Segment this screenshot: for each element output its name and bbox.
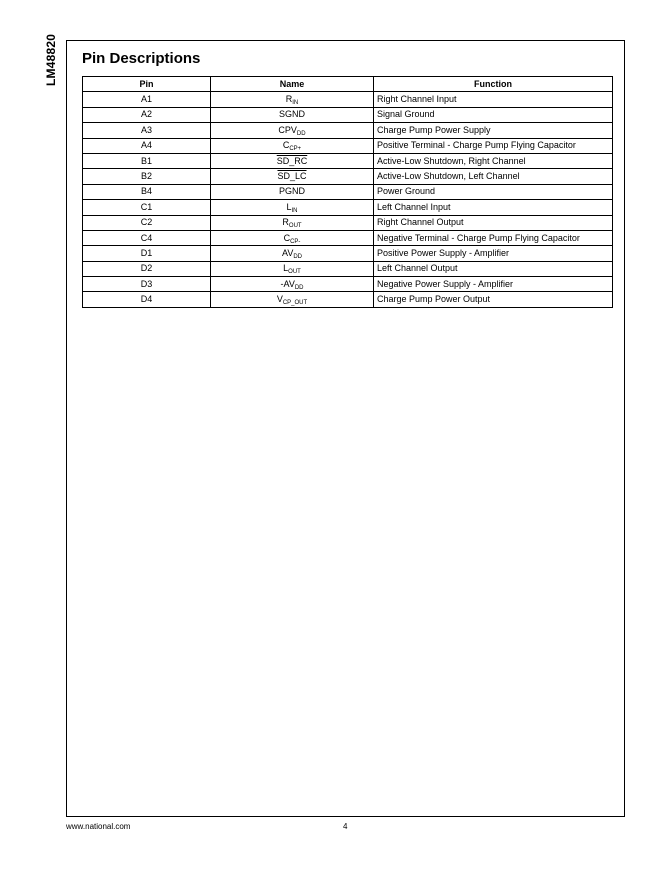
- signal-name: C: [283, 232, 291, 243]
- signal-subscript: IN: [291, 207, 298, 214]
- signal-subscript: CP+: [289, 146, 302, 153]
- table-row: [83, 153, 613, 168]
- name-cell: [211, 200, 374, 215]
- pin-cell: C4: [83, 230, 211, 245]
- table-row: [83, 261, 613, 276]
- function-cell: Left Channel Output: [374, 261, 613, 276]
- signal-name: -AV: [280, 278, 295, 289]
- pin-cell: D1: [83, 246, 211, 261]
- footer-page-number: 4: [343, 822, 348, 831]
- table-row: [83, 292, 613, 307]
- function-cell: Signal Ground: [374, 107, 613, 122]
- signal-name: PGND: [278, 186, 305, 197]
- pin-cell: C2: [83, 215, 211, 230]
- table-header-row: [83, 77, 613, 92]
- function-cell: Power Ground: [374, 184, 613, 199]
- table-row: [83, 184, 613, 199]
- function-cell: Positive Terminal - Charge Pump Flying Capacitor: [374, 138, 613, 153]
- footer-website: www.national.com: [66, 822, 131, 831]
- table-row: [83, 277, 613, 292]
- name-cell: [211, 169, 374, 184]
- signal-subscript: OUT: [288, 223, 302, 230]
- signal-name: C: [282, 140, 290, 151]
- pin-cell: A1: [83, 92, 211, 107]
- pin-descriptions-table: [82, 76, 613, 308]
- signal-name: V: [276, 294, 283, 305]
- section-title: Pin Descriptions: [82, 50, 201, 67]
- pin-cell: B4: [83, 184, 211, 199]
- name-cell: [211, 215, 374, 230]
- pin-cell: A3: [83, 123, 211, 138]
- name-cell: [211, 138, 374, 153]
- signal-name: SD_RC: [276, 155, 308, 166]
- signal-name: CPV: [278, 124, 297, 135]
- signal-name: L: [286, 201, 292, 212]
- signal-subscript: DD: [294, 284, 304, 291]
- name-cell: [211, 261, 374, 276]
- name-cell: [211, 230, 374, 245]
- signal-subscript: CP-: [290, 238, 301, 245]
- name-cell: [211, 246, 374, 261]
- pin-cell: A4: [83, 138, 211, 153]
- signal-name: SD_LC: [277, 171, 307, 182]
- signal-name: R: [285, 94, 293, 105]
- pin-cell: D2: [83, 261, 211, 276]
- signal-name: R: [282, 217, 289, 228]
- pin-rows: [83, 92, 613, 307]
- signal-subscript: IN: [292, 100, 299, 107]
- name-cell: [211, 123, 374, 138]
- table-row: [83, 107, 613, 122]
- function-cell: Negative Terminal - Charge Pump Flying Capacitor: [374, 230, 613, 245]
- function-cell: Active-Low Shutdown, Left Channel: [374, 169, 613, 184]
- signal-subscript: DD: [293, 253, 302, 260]
- function-cell: Right Channel Input: [374, 92, 613, 107]
- pin-cell: D3: [83, 277, 211, 292]
- pin-cell: C1: [83, 200, 211, 215]
- part-number-label: LM48820: [44, 33, 58, 86]
- function-cell: Right Channel Output: [374, 215, 613, 230]
- table-row: [83, 215, 613, 230]
- table-row: [83, 246, 613, 261]
- function-cell: Active-Low Shutdown, Right Channel: [374, 153, 613, 168]
- pin-cell: B2: [83, 169, 211, 184]
- table-row: [83, 123, 613, 138]
- header-function: Function: [374, 77, 613, 92]
- function-cell: Charge Pump Power Supply: [374, 123, 613, 138]
- signal-subscript: DD: [296, 130, 306, 137]
- pin-cell: A2: [83, 107, 211, 122]
- signal-name: AV: [281, 247, 294, 258]
- name-cell: [211, 92, 374, 107]
- header-pin: Pin: [83, 77, 211, 92]
- function-cell: Negative Power Supply - Amplifier: [374, 277, 613, 292]
- table-row: [83, 138, 613, 153]
- table-row: [83, 169, 613, 184]
- function-cell: Left Channel Input: [374, 200, 613, 215]
- table-row: [83, 230, 613, 245]
- signal-subscript: CP_OUT: [282, 300, 308, 307]
- signal-subscript: OUT: [288, 269, 301, 276]
- name-cell: [211, 153, 374, 168]
- table-row: [83, 92, 613, 107]
- name-cell: [211, 107, 374, 122]
- table-row: [83, 200, 613, 215]
- name-cell: [211, 277, 374, 292]
- header-name: Name: [211, 77, 374, 92]
- name-cell: [211, 292, 374, 307]
- signal-name: SGND: [278, 109, 305, 120]
- function-cell: Charge Pump Power Output: [374, 292, 613, 307]
- name-cell: [211, 184, 374, 199]
- signal-name: L: [283, 263, 289, 274]
- pin-cell: B1: [83, 153, 211, 168]
- pin-cell: D4: [83, 292, 211, 307]
- function-cell: Positive Power Supply - Amplifier: [374, 246, 613, 261]
